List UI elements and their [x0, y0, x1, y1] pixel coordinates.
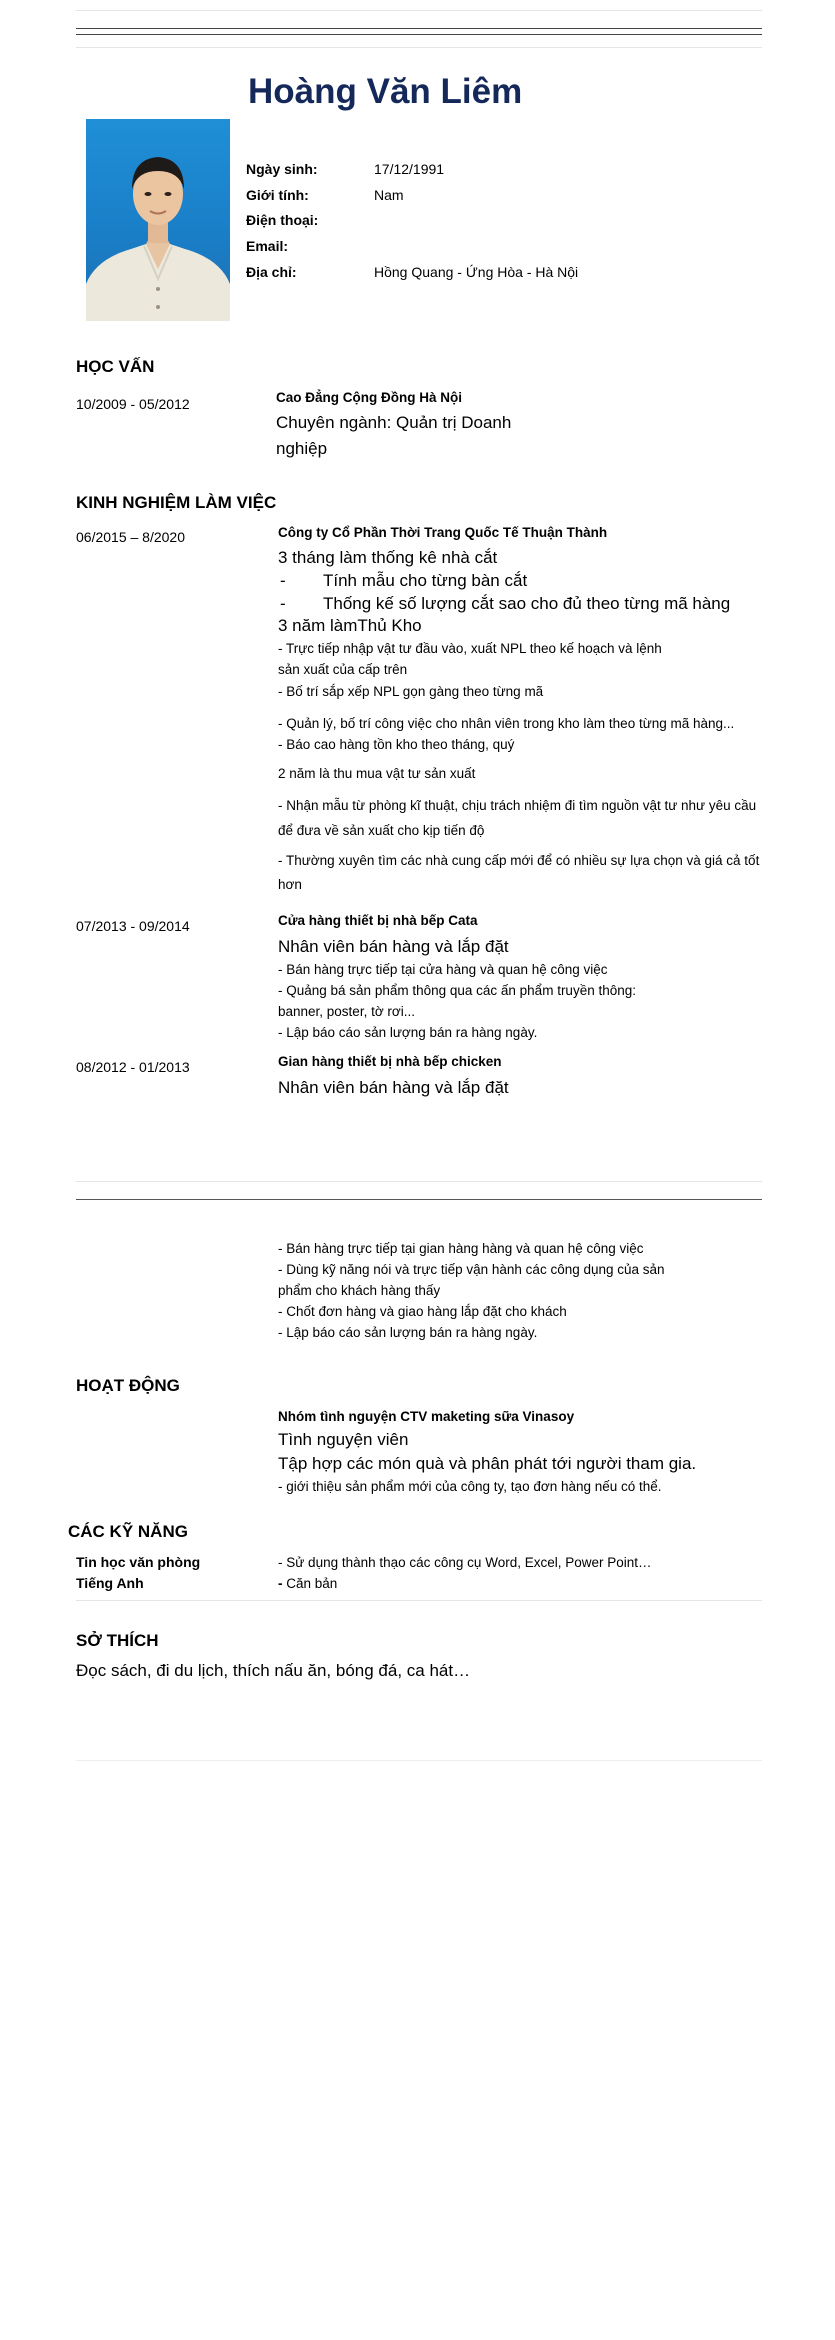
job1-detail: - Nhận mẫu từ phòng kĩ thuật, chịu trách nhiệm đi tìm nguồn vật tư như yêu cầu [278, 798, 757, 813]
job2-detail: - Bán hàng trực tiếp tại cửa hàng và quan hệ công việc [278, 962, 608, 977]
job1-detail: hơn [278, 877, 302, 892]
section-title-experience: KINH NGHIỆM LÀM VIỆC [76, 493, 277, 512]
job3-detail: - Bán hàng trực tiếp tại gian hàng hàng và quan hệ công việc [278, 1241, 644, 1256]
job1-date: 06/2015 – 8/2020 [76, 529, 185, 545]
hobbies-text: Đọc sách, đi du lịch, thích nấu ăn, bóng đá, ca hát… [76, 1661, 471, 1680]
job1-detail: - Báo cao hàng tồn kho theo tháng, quý [278, 737, 515, 752]
section-title-skills: CÁC KỸ NĂNG [68, 1522, 188, 1541]
job1-line: 3 năm làmThủ Kho [278, 616, 422, 635]
job1-company: Công ty Cổ Phần Thời Trang Quốc Tế Thuận Thành [278, 525, 608, 540]
job3-detail: - Chốt đơn hàng và giao hàng lắp đặt cho khách [278, 1304, 567, 1319]
job3-detail: - Lập báo cáo sản lượng bán ra hàng ngày. [278, 1325, 538, 1340]
skill-desc-text: Căn bản [286, 1576, 338, 1591]
header-thin-rule [76, 47, 762, 48]
skill-name: Tiếng Anh [76, 1575, 144, 1591]
job2-role: Nhân viên bán hàng và lắp đặt [278, 937, 509, 956]
skill-dash: - [278, 1576, 283, 1591]
skills-rule [76, 1600, 762, 1601]
job2-company: Cửa hàng thiết bị nhà bếp Cata [278, 913, 478, 928]
job2-detail: - Quảng bá sản phẩm thông qua các ấn phẩm truyền thông: [278, 983, 636, 998]
label-gender: Giới tính: [246, 187, 309, 203]
footer-rule [76, 1760, 762, 1761]
job3-role: Nhân viên bán hàng và lắp đặt [278, 1078, 509, 1097]
job2-detail: - Lập báo cáo sản lượng bán ra hàng ngày. [278, 1025, 538, 1040]
activity-org: Nhóm tình nguyện CTV maketing sữa Vinasoy [278, 1409, 575, 1424]
label-birthdate: Ngày sinh: [246, 161, 318, 177]
candidate-name: Hoàng Văn Liêm [248, 72, 523, 111]
job1-detail: sản xuất của cấp trên [278, 662, 408, 677]
value-birthdate: 17/12/1991 [374, 161, 445, 177]
label-email: Email: [246, 238, 289, 254]
profile-photo [86, 119, 230, 321]
page-break-rule [76, 1181, 762, 1182]
education-school: Cao Đẳng Cộng Đồng Hà Nội [276, 390, 462, 405]
section-title-activities: HOẠT ĐỘNG [76, 1376, 180, 1395]
activity-line: Tập hợp các món quà và phân phát tới người tham gia. [278, 1454, 697, 1473]
skill-name: Tin học văn phòng [76, 1554, 201, 1570]
education-major-line1: Chuyên ngành: Quản trị Doanh [276, 413, 512, 432]
value-address: Hồng Quang - Ứng Hòa - Hà Nội [374, 264, 579, 280]
header-double-rule [76, 28, 762, 35]
skill-desc [278, 1573, 337, 1594]
job1-detail: - Trực tiếp nhập vật tư đầu vào, xuất NPL theo kế hoạch và lệnh [278, 641, 662, 656]
job1-detail: - Thường xuyên tìm các nhà cung cấp mới để có nhiều sự lựa chọn và giá cả tốt [278, 853, 760, 868]
job3-detail: phẩm cho khách hàng thấy [278, 1283, 441, 1298]
label-address: Địa chỉ: [246, 264, 297, 280]
job3-company: Gian hàng thiết bị nhà bếp chicken [278, 1054, 502, 1069]
section-title-hobbies: SỞ THÍCH [76, 1631, 159, 1650]
activity-line: - giới thiệu sản phẩm mới của công ty, tạo đơn hàng nếu có thể. [278, 1479, 662, 1494]
page-header-rule [76, 1199, 762, 1200]
job1-detail: - Quản lý, bố trí công việc cho nhân viên trong kho làm theo từng mã hàng... [278, 716, 735, 731]
top-rule [76, 10, 762, 11]
skill-dash: - [278, 1555, 283, 1570]
job2-detail: banner, poster, tờ rơi... [278, 1004, 416, 1019]
education-date: 10/2009 - 05/2012 [76, 396, 190, 412]
skill-desc [278, 1552, 652, 1573]
job1-detail: 2 năm là thu mua vật tư sản xuất [278, 766, 476, 781]
job3-detail: - Dùng kỹ năng nói và trực tiếp vận hành các công dụng của sản [278, 1262, 665, 1277]
job1-bullet-text: Tính mẫu cho từng bàn cắt [323, 571, 528, 590]
job2-date: 07/2013 - 09/2014 [76, 918, 190, 934]
job1-bullet-text: Thống kế số lượng cắt sao cho đủ theo từng mã hàng [323, 594, 731, 613]
skill-desc-text: Sử dụng thành thạo các công cụ Word, Excel, Power Point… [286, 1555, 652, 1570]
label-phone: Điện thoại: [246, 212, 319, 228]
education-major-line2: nghiệp [276, 439, 328, 458]
person-portrait-icon [86, 119, 230, 321]
section-title-education: HỌC VẤN [76, 357, 155, 376]
value-gender: Nam [374, 187, 404, 203]
job1-detail: - Bố trí sắp xếp NPL gọn gàng theo từng mã [278, 684, 544, 699]
job1-detail: để đưa về sản xuất cho kịp tiến độ [278, 823, 485, 838]
job1-bullet-dash: - [280, 571, 286, 590]
job1-line: 3 tháng làm thống kê nhà cắt [278, 548, 498, 567]
activity-role: Tình nguyện viên [278, 1430, 409, 1449]
job1-bullet-dash: - [280, 594, 286, 613]
job3-date: 08/2012 - 01/2013 [76, 1059, 190, 1075]
